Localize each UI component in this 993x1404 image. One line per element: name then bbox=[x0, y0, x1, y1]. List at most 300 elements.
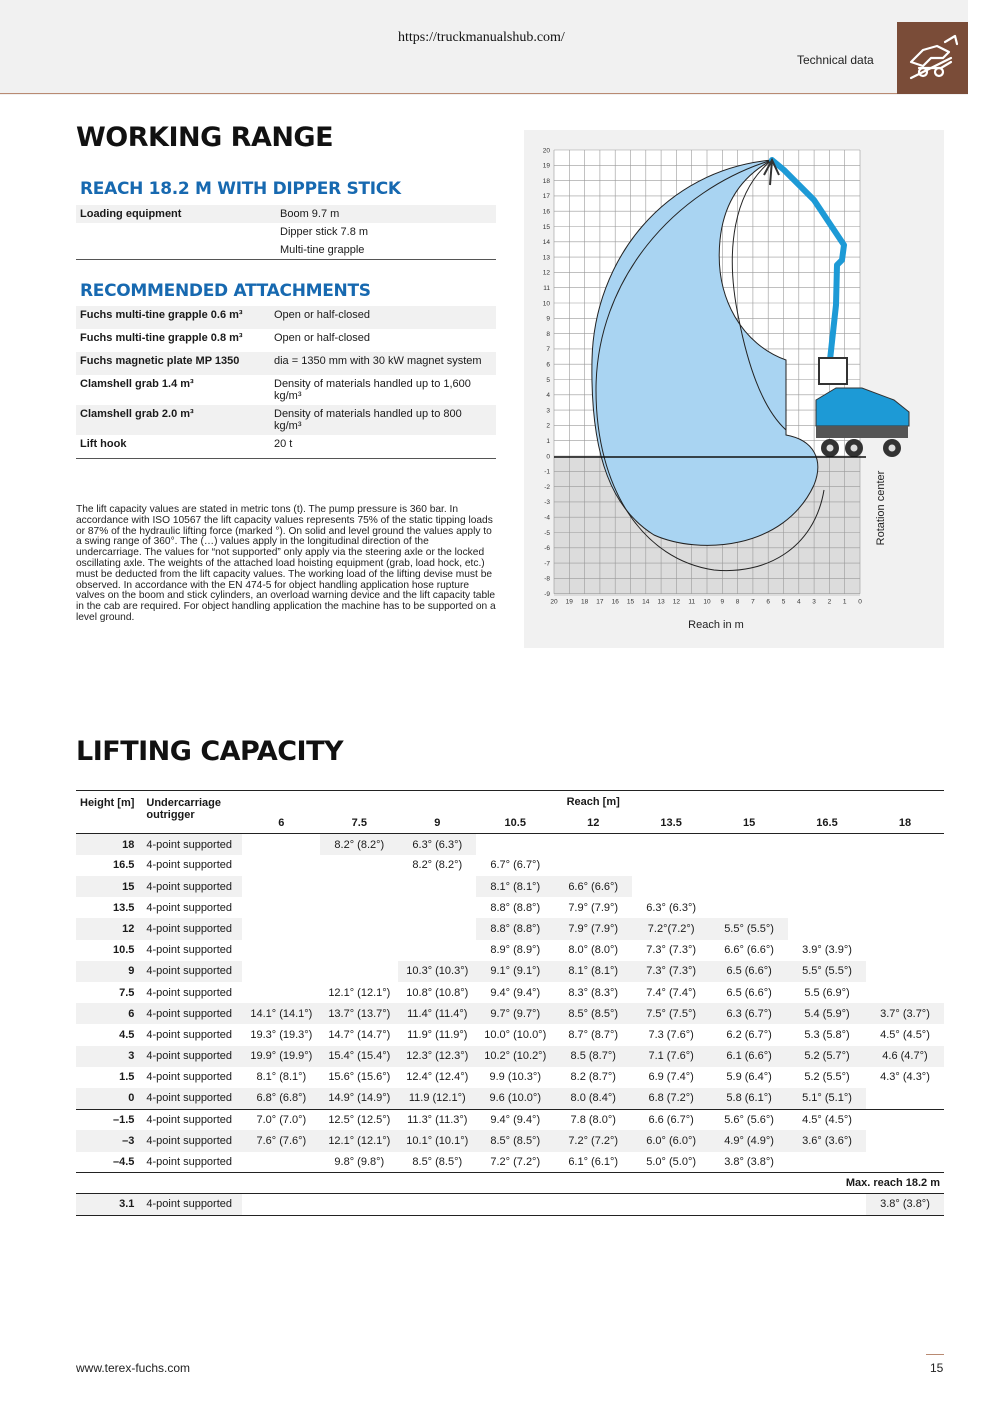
attachment-row bbox=[76, 306, 496, 329]
capacity-cell: 6.6° (6.6°) bbox=[724, 944, 774, 957]
capacity-cell bbox=[788, 1194, 866, 1215]
capacity-cell: 7.0° (7.0°) bbox=[256, 1113, 307, 1126]
capacity-cell bbox=[242, 961, 320, 982]
capacity-cell: 7.3° (7.3°) bbox=[632, 961, 710, 982]
capacity-cell bbox=[320, 961, 398, 982]
row-undercarriage: 4-point supported bbox=[146, 1113, 233, 1126]
capacity-row bbox=[76, 897, 944, 918]
capacity-cell: 11.3° (11.3°) bbox=[407, 1113, 468, 1126]
capacity-cell bbox=[788, 876, 866, 897]
capacity-cell: 8.0 (8.4°) bbox=[554, 1088, 632, 1109]
capacity-cell bbox=[866, 940, 944, 961]
capacity-cell bbox=[476, 834, 554, 855]
capacity-cell: 12.1° (12.1°) bbox=[328, 986, 391, 999]
row-height: –3 bbox=[76, 1130, 142, 1151]
x-tick-label: 11 bbox=[688, 598, 696, 606]
y-tick-label: 9 bbox=[546, 315, 550, 323]
capacity-cell bbox=[866, 1109, 944, 1130]
y-tick-label: -8 bbox=[544, 575, 550, 583]
height-header: Height [m] bbox=[80, 797, 135, 809]
row-undercarriage: 4-point supported bbox=[146, 1028, 233, 1041]
x-tick-label: 2 bbox=[827, 598, 832, 606]
x-tick-label: 1 bbox=[842, 598, 847, 606]
x-tick-label: 0 bbox=[858, 598, 862, 606]
capacity-cell bbox=[320, 855, 398, 876]
capacity-cell: 7.2° (7.2°) bbox=[490, 1155, 541, 1168]
capacity-cell: 10.3° (10.3°) bbox=[398, 961, 476, 982]
row-undercarriage: 4-point supported bbox=[142, 1088, 242, 1109]
capacity-cell bbox=[866, 855, 944, 876]
capacity-cell: 6.3° (6.3°) bbox=[646, 901, 697, 914]
capacity-cell bbox=[788, 1152, 866, 1173]
source-url[interactable]: https://truckmanualshub.com/ bbox=[398, 30, 565, 45]
y-tick-label: 12 bbox=[542, 269, 550, 277]
capacity-cell: 9.1° (9.1°) bbox=[476, 961, 554, 982]
row-height: 3 bbox=[76, 1046, 142, 1067]
section-label: Technical data bbox=[797, 53, 874, 67]
excavator-icon bbox=[897, 22, 968, 94]
x-tick-label: 4 bbox=[796, 598, 801, 606]
capacity-cell bbox=[632, 876, 710, 897]
y-tick-label: -7 bbox=[544, 560, 550, 568]
y-tick-label: 4 bbox=[546, 392, 550, 400]
capacity-cell bbox=[710, 834, 788, 855]
capacity-cell: 4.5° (4.5°) bbox=[802, 1113, 852, 1126]
capacity-cell bbox=[710, 855, 788, 876]
capacity-cell: 8.2° (8.2°) bbox=[320, 834, 398, 855]
capacity-cell bbox=[398, 876, 476, 897]
y-tick-label: 11 bbox=[543, 285, 550, 292]
reach-column-header: 7.5 bbox=[351, 816, 367, 829]
working-range-svg bbox=[524, 130, 944, 648]
row-undercarriage: 4-point supported bbox=[142, 1194, 242, 1215]
capacity-cell: 6.6 (6.7°) bbox=[648, 1113, 694, 1126]
capacity-row bbox=[76, 1109, 944, 1130]
capacity-cell bbox=[788, 855, 866, 876]
capacity-cell bbox=[476, 1194, 554, 1215]
capacity-cell: 3.7° (3.7°) bbox=[866, 1003, 944, 1024]
capacity-cell: 9.9 (10.3°) bbox=[489, 1071, 541, 1084]
capacity-cell: 7.2°(7.2°) bbox=[632, 918, 710, 939]
attachment-row bbox=[76, 435, 496, 458]
loading-item: Multi-tine grapple bbox=[280, 244, 365, 256]
capacity-cell: 6.8 (7.2°) bbox=[632, 1088, 710, 1109]
capacity-cell: 7.6° (7.6°) bbox=[242, 1130, 320, 1151]
capacity-cell: 7.2° (7.2°) bbox=[554, 1130, 632, 1151]
capacity-cell: 7.1 (7.6°) bbox=[632, 1046, 710, 1067]
capacity-cell: 4.5° (4.5°) bbox=[880, 1028, 930, 1041]
y-tick-label: 16 bbox=[542, 208, 550, 216]
capacity-cell bbox=[242, 982, 320, 1003]
y-tick-label: 0 bbox=[546, 453, 550, 461]
capacity-cell: 15.4° (15.4°) bbox=[320, 1046, 398, 1067]
capacity-cell: 4.6 (4.7°) bbox=[866, 1046, 944, 1067]
row-undercarriage: 4-point supported bbox=[146, 901, 233, 914]
row-height: 1.5 bbox=[119, 1071, 135, 1084]
capacity-cell bbox=[320, 876, 398, 897]
capacity-cell: 14.1° (14.1°) bbox=[242, 1003, 320, 1024]
reach-column-header: 10.5 bbox=[504, 816, 526, 829]
capacity-cell: 8.1° (8.1°) bbox=[256, 1071, 307, 1084]
y-tick-label: 18 bbox=[542, 177, 550, 185]
capacity-cell bbox=[866, 1152, 944, 1173]
capacity-cell: 12.1° (12.1°) bbox=[320, 1130, 398, 1151]
capacity-cell: 5.1° (5.1°) bbox=[788, 1088, 866, 1109]
capacity-cell: 3.6° (3.6°) bbox=[788, 1130, 866, 1151]
capacity-cell bbox=[320, 1194, 398, 1215]
capacity-cell: 10.8° (10.8°) bbox=[406, 986, 469, 999]
capacity-cell: 12.4° (12.4°) bbox=[406, 1071, 469, 1084]
capacity-cell: 5.9 (6.4°) bbox=[726, 1071, 772, 1084]
capacity-cell: 8.2° (8.2°) bbox=[412, 859, 463, 872]
capacity-cell: 5.8 (6.1°) bbox=[710, 1088, 788, 1109]
capacity-cell: 7.3 (7.6°) bbox=[648, 1028, 694, 1041]
row-undercarriage: 4-point supported bbox=[146, 859, 233, 872]
attachment-name: Clamshell grab 2.0 m³ bbox=[80, 408, 194, 420]
reach-header: Reach [m] bbox=[566, 795, 620, 808]
x-tick-label: 8 bbox=[735, 598, 740, 606]
capacity-cell bbox=[788, 834, 866, 855]
y-tick-label: -3 bbox=[544, 499, 550, 507]
x-tick-label: 18 bbox=[580, 598, 589, 606]
y-tick-label: 1 bbox=[546, 438, 550, 445]
row-undercarriage: 4-point supported bbox=[142, 1003, 242, 1024]
capacity-cell: 5.6° (5.6°) bbox=[724, 1113, 774, 1126]
capacity-cell: 6.5 (6.6°) bbox=[726, 986, 772, 999]
capacity-cell: 9.4° (9.4°) bbox=[490, 986, 541, 999]
x-tick-label: 10 bbox=[703, 598, 711, 606]
capacity-cell: 7.9° (7.9°) bbox=[568, 901, 619, 914]
capacity-cell: 7.3° (7.3°) bbox=[646, 944, 697, 957]
capacity-cell bbox=[320, 940, 398, 961]
y-tick-label: -9 bbox=[544, 591, 550, 598]
capacity-cell: 6.1° (6.1°) bbox=[568, 1155, 619, 1168]
capacity-cell: 8.3° (8.3°) bbox=[568, 986, 619, 999]
footer-website[interactable]: www.terex-fuchs.com bbox=[76, 1361, 191, 1375]
capacity-cell: 8.8° (8.8°) bbox=[490, 901, 541, 914]
undercarriage-header bbox=[142, 791, 242, 834]
capacity-cell: 14.9° (14.9°) bbox=[320, 1088, 398, 1109]
attachment-name: Fuchs multi-tine grapple 0.6 m³ bbox=[80, 309, 243, 321]
capacity-cell: 6.2 (6.7°) bbox=[726, 1028, 772, 1041]
loading-equipment-table bbox=[76, 205, 496, 260]
capacity-cell bbox=[242, 834, 320, 855]
capacity-cell: 11.9° (11.9°) bbox=[407, 1028, 468, 1041]
capacity-row bbox=[76, 1152, 944, 1173]
page-number: 15 bbox=[930, 1361, 944, 1375]
capacity-cell bbox=[866, 834, 944, 855]
capacity-cell bbox=[866, 1130, 944, 1151]
x-tick-label: 12 bbox=[672, 598, 681, 606]
capacity-cell: 19.3° (19.3°) bbox=[250, 1028, 313, 1041]
capacity-cell: 6.1 (6.6°) bbox=[710, 1046, 788, 1067]
capacity-cell bbox=[866, 876, 944, 897]
capacity-cell: 3.9° (3.9°) bbox=[802, 944, 852, 957]
capacity-cell: 8.9° (8.9°) bbox=[490, 944, 541, 957]
capacity-cell bbox=[398, 897, 476, 918]
row-height: 7.5 bbox=[119, 986, 135, 999]
reach-column-header: 13.5 bbox=[660, 816, 682, 829]
capacity-cell bbox=[866, 1088, 944, 1109]
capacity-cell bbox=[632, 834, 710, 855]
row-height: 16.5 bbox=[112, 859, 135, 872]
y-tick-label: 15 bbox=[542, 223, 550, 231]
capacity-cell: 6.9 (7.4°) bbox=[648, 1071, 694, 1084]
capacity-row bbox=[76, 876, 944, 897]
attachment-name: Fuchs multi-tine grapple 0.8 m³ bbox=[80, 332, 243, 344]
capacity-cell bbox=[242, 855, 320, 876]
capacity-cell: 6.3° (6.3°) bbox=[398, 834, 476, 855]
capacity-cell: 15.6° (15.6°) bbox=[328, 1071, 391, 1084]
row-height: 18 bbox=[76, 834, 142, 855]
x-tick-label: 9 bbox=[720, 598, 725, 606]
y-tick-label: 13 bbox=[542, 254, 550, 262]
y-tick-label: 6 bbox=[546, 361, 550, 369]
capacity-cell bbox=[242, 918, 320, 939]
x-tick-label: 7 bbox=[751, 598, 755, 606]
reach-column-header: 12 bbox=[587, 816, 600, 829]
row-undercarriage: 4-point supported bbox=[142, 961, 242, 982]
capacity-cell bbox=[242, 1152, 320, 1173]
reach-column-header: 9 bbox=[434, 816, 441, 829]
x-tick-label: 16 bbox=[611, 598, 619, 606]
x-tick-label: 17 bbox=[596, 598, 604, 606]
capacity-cell: 3.8° (3.8°) bbox=[866, 1194, 944, 1215]
capacity-row bbox=[76, 1088, 944, 1109]
x-tick-label: 14 bbox=[642, 598, 650, 606]
capacity-cell: 8.2 (8.7°) bbox=[570, 1071, 616, 1084]
row-undercarriage: 4-point supported bbox=[142, 876, 242, 897]
reach-column-header: 6 bbox=[278, 816, 285, 829]
row-undercarriage: 4-point supported bbox=[146, 944, 233, 957]
capacity-cell: 11.9 (12.1°) bbox=[398, 1088, 476, 1109]
capacity-row bbox=[76, 1067, 944, 1088]
capacity-cell: 8.5° (8.5°) bbox=[412, 1155, 463, 1168]
row-height: –1.5 bbox=[112, 1113, 135, 1126]
capacity-cell bbox=[398, 940, 476, 961]
capacity-cell: 9.8° (9.8°) bbox=[334, 1155, 385, 1168]
row-height: 13.5 bbox=[112, 901, 135, 914]
capacity-cell: 8.5° (8.5°) bbox=[554, 1003, 632, 1024]
y-tick-label: 3 bbox=[546, 407, 550, 415]
capacity-cell bbox=[320, 918, 398, 939]
row-height: 15 bbox=[76, 876, 142, 897]
attachments-title: RECOMMENDED ATTACHMENTS bbox=[80, 281, 371, 301]
attachments-table bbox=[76, 306, 496, 459]
x-tick-label: 13 bbox=[657, 598, 665, 606]
capacity-cell bbox=[866, 918, 944, 939]
capacity-row bbox=[76, 855, 944, 876]
y-tick-label: -2 bbox=[544, 483, 550, 491]
capacity-cell: 10.1° (10.1°) bbox=[398, 1130, 476, 1151]
capacity-cell: 7.4° (7.4°) bbox=[646, 986, 697, 999]
capacity-cell bbox=[632, 855, 710, 876]
capacity-cell: 5.3 (5.8°) bbox=[804, 1028, 850, 1041]
capacity-cell: 8.8° (8.8°) bbox=[476, 918, 554, 939]
lift-capacity-note: The lift capacity values are stated in metric tons (t). The pump pressure is 360 bar. In accordance with ISO 10567 the lift capacity values represents 75% of the static tipping loads or 87% of the hydraulic lifting force (marked °). On solid and level ground the values apply to a swing range of 360°. The (…) values apply in the longitudinal direction of the undercarriage. The values for “not supported” only apply via the steering axle or the locked oscillating axle. The weights of the attached load hoisting equipment (grab, load hock, etc.) must be deducted from the lift capacity values. The working load of the lifting devise must be observed. In accordance with the EN 474-5 for object handling application hose rupture valves on the boom and stick cylinders, an overload warning device and the lift capacity table in the cab are required. For object handling application the machine has to be supported on a level ground. bbox=[76, 504, 496, 623]
row-undercarriage: 4-point supported bbox=[142, 918, 242, 939]
capacity-cell: 9.6 (10.0°) bbox=[476, 1088, 554, 1109]
x-tick-label: 20 bbox=[550, 598, 558, 606]
capacity-cell bbox=[866, 982, 944, 1003]
reach-column-header: 16.5 bbox=[816, 816, 838, 829]
y-tick-label: 20 bbox=[542, 147, 550, 155]
loading-label: Loading equipment bbox=[80, 208, 182, 220]
capacity-row bbox=[76, 918, 944, 939]
row-undercarriage: 4-point supported bbox=[142, 1046, 242, 1067]
reach-title: REACH 18.2 M WITH DIPPER STICK bbox=[80, 179, 401, 199]
capacity-cell: 5.2 (5.5°) bbox=[804, 1071, 850, 1084]
undercarriage-label: Undercarriage bbox=[146, 797, 221, 809]
page-number-rule bbox=[926, 1354, 944, 1355]
attachment-row bbox=[76, 405, 496, 435]
capacity-row bbox=[76, 940, 944, 961]
capacity-cell bbox=[866, 897, 944, 918]
attachment-name: Clamshell grab 1.4 m³ bbox=[80, 378, 194, 390]
capacity-cell: 8.1° (8.1°) bbox=[554, 961, 632, 982]
capacity-cell: 5.4 (5.9°) bbox=[788, 1003, 866, 1024]
capacity-cell: 6.5 (6.6°) bbox=[710, 961, 788, 982]
capacity-cell: 6.6° (6.6°) bbox=[554, 876, 632, 897]
y-tick-label: -6 bbox=[544, 545, 550, 553]
reach-column-header: 18 bbox=[898, 816, 912, 829]
max-reach-capacity-row bbox=[76, 1194, 944, 1215]
row-height: 4.5 bbox=[119, 1028, 135, 1041]
capacity-cell: 4.9° (4.9°) bbox=[710, 1130, 788, 1151]
row-height: 6 bbox=[76, 1003, 142, 1024]
row-undercarriage: 4-point supported bbox=[146, 986, 233, 999]
attachment-desc: 20 t bbox=[274, 438, 293, 450]
capacity-cell bbox=[242, 1194, 320, 1215]
capacity-cell: 7.8 (8.0°) bbox=[570, 1113, 616, 1126]
y-tick-label: -5 bbox=[544, 529, 550, 537]
x-tick-label: 5 bbox=[781, 598, 786, 606]
section-logo bbox=[897, 22, 968, 94]
x-tick-label: 6 bbox=[766, 598, 771, 606]
x-tick-label: 3 bbox=[812, 598, 816, 606]
capacity-cell bbox=[866, 961, 944, 982]
y-tick-label: 2 bbox=[546, 422, 550, 430]
capacity-cell: 6.8° (6.8°) bbox=[242, 1088, 320, 1109]
max-reach-label: Max. reach 18.2 m bbox=[845, 1177, 940, 1190]
capacity-cell: 5.2 (5.7°) bbox=[788, 1046, 866, 1067]
capacity-cell: 8.0° (8.0°) bbox=[568, 944, 619, 957]
capacity-cell bbox=[632, 1194, 710, 1215]
capacity-cell: 12.5° (12.5°) bbox=[328, 1113, 391, 1126]
capacity-cell bbox=[320, 897, 398, 918]
y-tick-label: 17 bbox=[542, 193, 550, 201]
attachment-desc: Open or half-closed bbox=[274, 332, 370, 344]
row-undercarriage: 4-point supported bbox=[146, 1071, 233, 1084]
y-tick-label: 19 bbox=[542, 162, 550, 170]
capacity-cell: 6.7° (6.7°) bbox=[490, 859, 541, 872]
row-undercarriage: 4-point supported bbox=[142, 1130, 242, 1151]
y-tick-label: -1 bbox=[544, 468, 550, 476]
outrigger-label: outrigger bbox=[146, 809, 195, 821]
capacity-cell: 11.4° (11.4°) bbox=[398, 1003, 476, 1024]
capacity-cell bbox=[710, 1194, 788, 1215]
attachment-name: Lift hook bbox=[80, 438, 127, 450]
y-tick-label: 10 bbox=[542, 300, 550, 308]
attachment-row bbox=[76, 352, 496, 375]
y-tick-label: 7 bbox=[546, 346, 550, 354]
capacity-cell bbox=[398, 1194, 476, 1215]
row-height: 9 bbox=[76, 961, 142, 982]
row-height: 12 bbox=[76, 918, 142, 939]
capacity-cell: 6.3 (6.7°) bbox=[710, 1003, 788, 1024]
max-reach-row bbox=[76, 1173, 944, 1194]
capacity-cell: 8.1° (8.1°) bbox=[476, 876, 554, 897]
row-height: 10.5 bbox=[112, 944, 135, 957]
capacity-cell: 12.3° (12.3°) bbox=[398, 1046, 476, 1067]
capacity-cell: 8.5° (8.5°) bbox=[476, 1130, 554, 1151]
capacity-cell bbox=[554, 834, 632, 855]
capacity-cell: 5.0° (5.0°) bbox=[646, 1155, 697, 1168]
capacity-cell bbox=[710, 876, 788, 897]
capacity-row bbox=[76, 1046, 944, 1067]
row-undercarriage: 4-point supported bbox=[142, 834, 242, 855]
capacity-cell bbox=[242, 897, 320, 918]
row-undercarriage: 4-point supported bbox=[146, 1155, 233, 1168]
loading-item: Boom 9.7 m bbox=[280, 208, 340, 220]
x-axis-label: Reach in m bbox=[688, 619, 744, 631]
capacity-cell bbox=[554, 855, 632, 876]
row-height: 3.1 bbox=[76, 1194, 142, 1215]
y-tick-label: 8 bbox=[546, 330, 550, 338]
capacity-cell: 13.7° (13.7°) bbox=[320, 1003, 398, 1024]
capacity-cell: 5.5° (5.5°) bbox=[788, 961, 866, 982]
capacity-cell: 10.2° (10.2°) bbox=[476, 1046, 554, 1067]
row-height: 0 bbox=[76, 1088, 142, 1109]
y-tick-label: 5 bbox=[546, 376, 550, 384]
x-tick-label: 15 bbox=[626, 598, 635, 606]
capacity-cell: 5.5° (5.5°) bbox=[710, 918, 788, 939]
y-tick-label: 14 bbox=[542, 239, 550, 247]
lifting-capacity-table bbox=[76, 790, 944, 1216]
y-tick-label: -4 bbox=[544, 514, 550, 522]
capacity-cell bbox=[710, 897, 788, 918]
attachment-row bbox=[76, 329, 496, 352]
capacity-cell bbox=[242, 876, 320, 897]
capacity-row bbox=[76, 1130, 944, 1151]
capacity-cell bbox=[788, 918, 866, 939]
attachment-desc: Density of materials handled up to 1,600 kg/m³ bbox=[274, 378, 471, 402]
capacity-cell: 6.0° (6.0°) bbox=[632, 1130, 710, 1151]
capacity-row bbox=[76, 1003, 944, 1024]
reach-column-header: 15 bbox=[742, 816, 756, 829]
capacity-cell: 7.5° (7.5°) bbox=[632, 1003, 710, 1024]
capacity-row bbox=[76, 982, 944, 1003]
capacity-row bbox=[76, 1024, 944, 1045]
attachment-desc: Density of materials handled up to 800 kg/m³ bbox=[274, 408, 462, 432]
capacity-cell: 9.4° (9.4°) bbox=[490, 1113, 541, 1126]
capacity-cell: 14.7° (14.7°) bbox=[328, 1028, 391, 1041]
capacity-cell: 19.9° (19.9°) bbox=[242, 1046, 320, 1067]
rotation-center-label: Rotation center bbox=[875, 470, 887, 546]
capacity-cell: 7.9° (7.9°) bbox=[554, 918, 632, 939]
capacity-cell: 8.7° (8.7°) bbox=[568, 1028, 619, 1041]
working-range-diagram bbox=[524, 130, 944, 648]
loading-item: Dipper stick 7.8 m bbox=[280, 226, 369, 238]
attachment-desc: dia = 1350 mm with 30 kW magnet system bbox=[274, 355, 482, 367]
capacity-cell bbox=[788, 897, 866, 918]
capacity-cell bbox=[398, 918, 476, 939]
capacity-row bbox=[76, 834, 944, 855]
attachment-name: Fuchs magnetic plate MP 1350 bbox=[80, 355, 240, 367]
lifting-capacity-title: LIFTING CAPACITY bbox=[76, 736, 344, 767]
capacity-cell: 3.8° (3.8°) bbox=[724, 1155, 774, 1168]
row-height: –4.5 bbox=[112, 1155, 135, 1168]
